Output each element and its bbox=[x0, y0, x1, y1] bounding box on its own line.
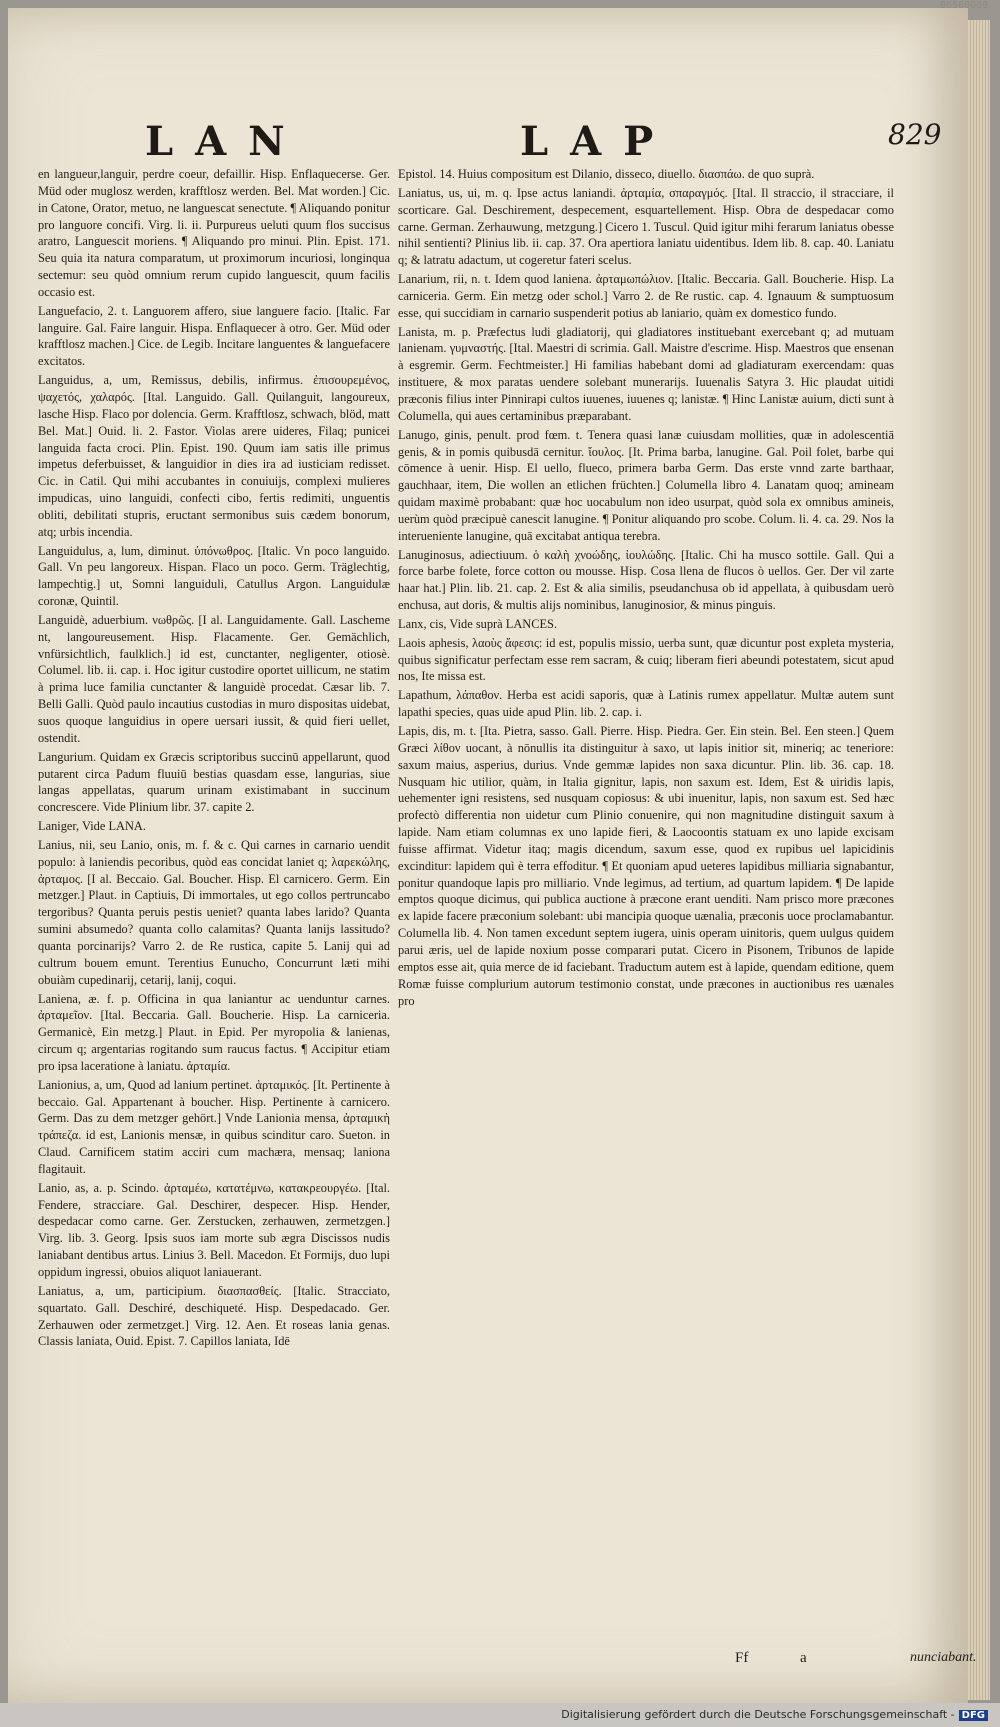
credit-text: Digitalisierung gefördert durch die Deutsche Forschungsgemeinschaft - bbox=[561, 1708, 955, 1721]
dictionary-entry: Languidulus, a, lum, diminut. ὑπόνωθρος. [Italic. Vn poco languido. Gall. Vn peu langoreux. Hispan. Flaco un poco. Germ. Träglechtig, lampechtig.] ut, Somni languiduli, Catullus Argon. Languidulæ coronæ, Quintil. bbox=[38, 543, 390, 609]
left-column bbox=[38, 166, 390, 1350]
book-fore-edge bbox=[968, 20, 990, 1700]
right-column bbox=[398, 166, 894, 1009]
dictionary-entry: Languidè, aduerbium. νωθρῶς. [I al. Languidamente. Gall. Lascheme nt, langoureusement. Hisp. Flacamente. Ger. Gemächlich, vnfürsichtlich, faulklich.] id est, cunctanter, negligenter, otiosè. Columel. lib. ii. cap. i. Hoc igitur custodire oportet uillicum, ne statim à prima luce familia cunctanter & languidè procedat. Cæsar lib. 7. Belli Galli. Quòd paulo incautius custodias in muro dispositas uidebat, suos quoque languidius in opere uersari iussit, & quid fieri uellet, ostendit. bbox=[38, 612, 390, 745]
catchword: nunciabant. bbox=[910, 1650, 977, 1665]
dictionary-entry: Lanionius, a, um, Quod ad lanium pertinet. ἀρταμικός. [It. Pertinente à beccaio. Gal. Appartenant à boucher. Hisp. Pertinente à carnicero. Germ. Das zu dem metzger gehört.] Vnde Lanionia mensa, ἀρταμικὴ τράπεζα. id est, Lanionis mensæ, in quibus scinditur caro. Sueton. in Claud. Carnificem statim acciri cum machæra, mensaq; laniona flagitauit. bbox=[38, 1077, 390, 1176]
dictionary-entry: Lapis, dis, m. t. [Ita. Pietra, sasso. Gall. Pierre. Hisp. Piedra. Ger. Ein stein. Bel. Een steen.] Quem Græci λίθον uocant, à nōnullis ita distinguitur à saxo, ut lapis initior sit, mineriq; ac teneriore: saxum maius, asperius, durius. Vnde gemmæ lapides non saxa dicuntur. Plin. lib. 36. cap. 18. Nusquam hic utilior, quàm, in Italia gignitur, lapis, non saxum est. Idem, Est & uiridis lapis, uehementer igni resistens, sed nusquam copiosus: & ubi inuenitur, lapis, non saxum est. Sed hæc profectò differentia non uidetur cum Plinio conuenire, qui non magnitudine distinguit saxum à lapide. Nam etiam columnas ex uno lapide fieri, & Laocoontis statuam ex uno lapide excisam fuisse affirmat. Videtur itaq; magis dicendum, saxum esse, quod ex rupibus uel lapicidinis excinditur: lapidem quì è terra effoditur. ¶ Et quoniam apud ueteres lapidibus milliaria signabantur, ponitur quandoque lapis pro milliario. Vnde legimus, ad tertium, ad quartum lapidem. ¶ De lapide emptos quoque dicimus, qui publica auctione à præcone erant uenditi. Nam prisco more præcones ex lapide facere præconium solebant: ubi mancipia quoque uænalia, præconis uoce proclamabantur. Columella lib. 4. Non tamen excedunt septem iugera, uinis operam uinitoris, quem uulgus quidem parui æris, uel de lapide noxium posse comparari putat. Cicero in Pisonem, Tribunos de lapide emptos esse ait, quia merce de id faciebant. Traductum autem est à lapide, quendam editione, quem Romæ fuisse complurium autorum testimonio constat, unde præcones in auctionibus res uænales pro bbox=[398, 724, 894, 1008]
running-head-right: LAP bbox=[520, 118, 676, 165]
dictionary-entry: Lanx, cis, Vide suprà LANCES. bbox=[398, 616, 558, 631]
dictionary-entry: Laniatus, us, ui, m. q. Ipse actus laniandi. ἀρταμία, σπαραγμός. [Ital. Il straccio, il stracciare, il scorticare. Gal. Deschirement, despecement, esquartellement. Hisp. Obra de despedacar como carne. German. Zerhauwung, metzgung.] Cicero 1. Tuscul. Quid igitur mihi ferarum laniatus obesse nihil sentienti? Plinius lib. ii. cap. 37. Ora apertiora laniatu uidentibus. Idem lib. 8. cap. 40. Laniatu q; & latratu adactum, ut cogeretur fateri scelus. bbox=[398, 185, 894, 268]
running-head-left: LAN bbox=[145, 118, 307, 165]
dictionary-entry: Languefacio, 2. t. Languorem affero, siue languere facio. [Italic. Far languire. Gal. Faire languir. Hispa. Enflaquecer à otro. Ger. Müd oder krafftlosz machen.] Cice. de Legib. Incitare languentes & languefacere excitatos. bbox=[38, 303, 390, 369]
signature-mark: Ff bbox=[735, 1650, 749, 1666]
dictionary-entry: Langurium. Quidam ex Græcis scriptoribus succinū appellarunt, quod putarent circa Padum fluuiū bestias quasdam esse, langurias, siue langas appellatas, quarum urinam existimabant in succinum concrescere. Vide Plinium libr. 37. capite 2. bbox=[38, 749, 390, 815]
dictionary-entry: Laois aphesis, λαοὺς ἄφεσις: id est, populis missio, uerba sunt, quæ dicuntur post expleta mysteria, quibus significatur perfectam esse rem sacram, & cuiq; liberam fieri abeundi potestatem, sicut apud nos, Ite missa est. bbox=[398, 635, 894, 684]
signature-sub-mark: a bbox=[800, 1650, 807, 1666]
dictionary-entry: Lanugo, ginis, penult. prod fœm. t. Tenera quasi lanæ cuiusdam mollities, quæ in adolescentiā genis, & in pomis quibusdā cernitur. ἴουλος. [It. Prima barba, lanugine. Gal. Poil folet, barbe qui cōmence à uenir. Hisp. El uello, flueco, primera barba Germ. Das erste vnnd zarte barthaar, gauchhaar, item, Die wollen an etlichen früchten.] Columella libro 4. Lanatam quoq; amineam quidam maximè probabant: quæ hoc uocabulum non ideo usurpat, quòd sola ex omnibus amineis, uerùm quòd præcipuè canescit lanugine. ¶ Ponitur aliquando pro scobe. Colum. li. 4. ca. 29. Nos la interueniente lanugine, quā excitabat antiqua terebra. bbox=[398, 427, 894, 543]
corner-stamp: 06560000 bbox=[940, 0, 989, 11]
dictionary-entry: Lanarium, rii, n. t. Idem quod laniena. ἀρταμωπώλιον. [Italic. Beccaria. Gall. Boucherie. Hisp. La carniceria. Germ. Ein metzg oder schol.] Varro 2. de Re rustic. cap. 4. Ignauum & sumptuosum esse, qui succidiam in carnario suspenderit potius ab laniario, quàm ex domestico fundo. bbox=[398, 272, 894, 320]
dictionary-entry: Lanista, m. p. Præfectus ludi gladiatorij, qui gladiatores instituebant exercebant q; ad mutuam lanienam. γυμναστής. [Ital. Maestri di scrimia. Gall. Maistre d'escrime. Hisp. Maestros que ensenan à esgremir. Germ. Fechtmeister.] Hi familias habebant domi ad gladiaturam exercendam: quas instituere, & mox paratas uendere solebant munerarijs. Iuuenalis Satyra 3. Hic plaudat uitidi præconis filius inter Pinnirapi cultos iuuenes, iuuenes q; lanistæ. ¶ Hinc Lanistæ auium, dicti sunt à Columella, qui aues certaminibus præparabant. bbox=[398, 324, 894, 423]
page-number: 829 bbox=[888, 118, 942, 151]
dictionary-entry: Epistol. 14. Huius compositum est Dilanio, disseco, diuello. διασπάω. de quo suprà. bbox=[398, 167, 815, 181]
dfg-logo: DFG bbox=[959, 1710, 988, 1721]
dictionary-entry: Laniger, Vide LANA. bbox=[38, 819, 146, 834]
dictionary-entry: Laniatus, a, um, participium. διασπασθείς. [Italic. Stracciato, squartato. Gall. Deschiré, deschiqueté. Hisp. Despedacado. Ger. Zerhauwen oder zermetzget.] Virg. 12. Aen. Et roseas lania genas. Classis laniata, Ouid. Epist. 7. Capillos laniata, Idē bbox=[38, 1283, 390, 1349]
dictionary-entry: Lanius, nii, seu Lanio, onis, m. f. & c. Qui carnes in carnario uendit populo: à laniendis pecoribus, quòd eas concidat laniet q; λαρεκώλης, ἀρταμος. [I al. Beccaio. Gal. Boucher. Hisp. El carnicero. Germ. Ein metzger.] Plaut. in Captiuis, Di immortales, ut ego collos pertruncabo tergoribus? Quanta peruis pestis ueniet? quanta labes larido? Quanta sumini absumedo? quanta collo calamitas? Quanta lanijs lassitudo? quanta porcinarijs? Varro 2. de Re rustica, capite 5. Lanij qui ad cultrum bouem emunt. Terentius Eunucho, Concurrunt læti mihi obuiàm cupedinarij, cetarij, lanij, coqui. bbox=[38, 837, 390, 987]
dictionary-entry: Languidus, a, um, Remissus, debilis, infirmus. ἐπισουρεμένος, ψαχετός, χαλαρός. [Ital. Languido. Gall. Quilanguit, langoureux, lasche Hisp. Flaco por dolencia. Germ. Krafftlosz, schwach, blöd, matt Bel. Mat.] Ouid. li. 2. Fastor. Violas arere uideres, Filaq; punicei languida facta croci. Plin. Epist. 190. Quum iam satis ille primus impetus deferbuisset, & languidior in dies ira ad iusticiam redisset. Cic. in Catil. Qui mihi accubantes in conuiuijs, complexi mulieres impudicas, uino languidi, confecti cibo, fertis redimiti, unguentis obliti, debilitati stupris, eructant sermonibus suis cædem bonorum, atq; urbis incendia. bbox=[38, 373, 390, 539]
digitization-credit bbox=[561, 1708, 988, 1721]
dictionary-entry: en langueur,languir, perdre coeur, defaillir. Hisp. Enflaquecerse. Ger. Müd oder muglosz werden, krafftlosz werden. Bel. Mat worden.] Cic. in Catone, Orator, metuo, ne languescat senectute. ¶ Aliquando ponitur pro languore concifi. Virg. li. ii. Purpureus ueluti quum flos succisus aratro, Languescit moriens. ¶ Aliquando pro minui. Plin. Epist. 171. Seu quia ita natura comparatum, ut proximorum incuriosi, longinqua sectemur: seu quòd omnium rerum cupido languescit, quum facilis occasio est. bbox=[38, 167, 390, 299]
dictionary-entry: Lanio, as, a. p. Scindo. ἀρταμέω, κατατέμνω, κατακρεουργέω. [Ital. Fendere, stracciare. Gal. Deschirer, despecer. Hisp. Hender, despedacar como carne. Ger. Zerstucken, zerhauwen, zermetzgen.] Virg. lib. 3. Georg. Ipsis suos iam morte sub ægra Discissos nudis laniabant dentibus artus. Linius 3. Bell. Macedon. Et Formijs, duo lupi oppidum ingressi, obuios aliquot laniauerant. bbox=[38, 1180, 390, 1279]
dictionary-entry: Lanuginosus, adiectiuum. ὁ καλὴ χνοώδης, ἰουλώδης. [Italic. Chi ha musco sottile. Gall. Qui a force barbe folete, force cotton ou mousse. Hisp. Cosa llena de flucos ò uellos. Ger. Der vil zarte haar hat.] Plin. lib. 21. cap. 2. Est & alia similis, pseudanchusa ob id appellata, à quibusdam uerò enchusa, aut doris, & multis alijs nominibus, lanuginosior, & minus pinguis. bbox=[398, 547, 894, 613]
dictionary-entry: Lapathum, λάπαθον. Herba est acidi saporis, quæ à Latinis rumex appellatur. Multæ autem sunt lapathi species, quas uide apud Plin. lib. 2. cap. i. bbox=[398, 688, 894, 720]
dictionary-entry: Laniena, æ. f. p. Officina in qua laniantur ac uenduntur carnes. ἀρταμεῖον. [Ital. Beccaria. Gall. Boucherie. Hisp. La carniceria. Germanicè, Ein metzg.] Plaut. in Epid. Per myropolia & lanienas, circum q; argentarias rogitando sum raucus factus. ¶ Accipitur etiam pro ipsa laceratione à laniatu. ἀρταμία. bbox=[38, 991, 390, 1073]
